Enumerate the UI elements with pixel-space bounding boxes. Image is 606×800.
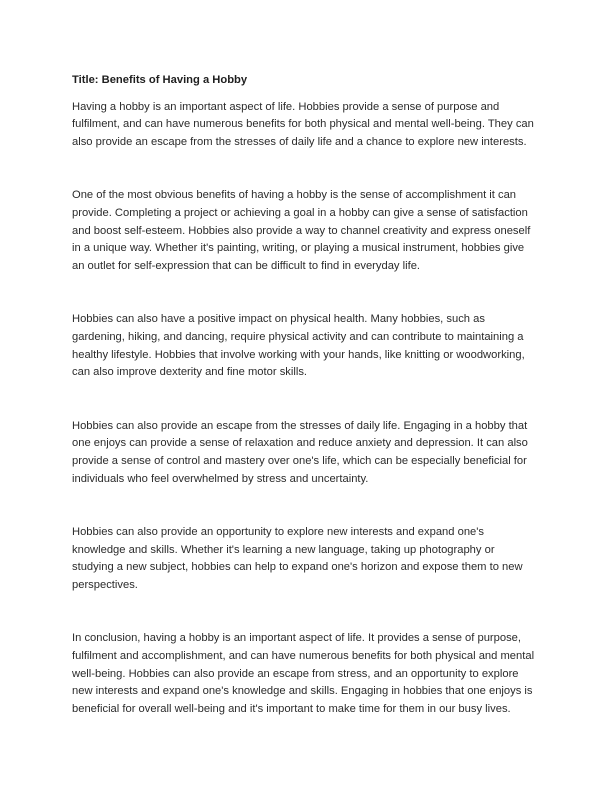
paragraph-stress-escape: Hobbies can also provide an escape from the stresses of daily life. Engaging in a hobby that one enjoys can provide a sense of relaxation and reduce anxiety and depression. It can also provide a sense of control and mastery over one's life, which can be especially beneficial for individuals who feel overwhelmed by stress and uncertainty. [72,419,528,485]
paragraph-intro: Having a hobby is an important aspect of life. Hobbies provide a sense of purpose and fulfilment, and can have numerous benefits for both physical and mental well-being. They can also provide an escape from the stresses of daily life and a chance to explore new interests. [72,100,534,148]
document-body [72,72,538,754]
paragraph-conclusion: In conclusion, having a hobby is an important aspect of life. It provides a sense of purpose, fulfilment and accomplishment, and can have numerous benefits for both physical and mental well-being. Hobbies can also provide an escape from stress, and an opportunity to explore new interests and expand one's knowledge and skills. Engaging in hobbies that one enjoys is beneficial for overall well-being and it's important to make time for them in our busy lives. [72,632,535,715]
paragraph-accomplishment: One of the most obvious benefits of having a hobby is the sense of accomplishment it can provide. Completing a project or achieving a goal in a hobby can give a sense of satisfaction and boost self-esteem. Hobbies also provide a way to channel creativity and express oneself in a unique way. Whether it's painting, writing, or playing a musical instrument, hobbies give an outlet for self-expression that can be difficult to find in everyday life. [72,189,531,272]
paragraph-physical-health: Hobbies can also have a positive impact on physical health. Many hobbies, such as gardening, hiking, and dancing, require physical activity and can contribute to maintaining a healthy lifestyle. Hobbies that involve working with your hands, like knitting or woodworking, can also improve dexterity and fine motor skills. [72,313,525,379]
document-title: Title: Benefits of Having a Hobby [72,74,248,86]
paragraph-new-interests: Hobbies can also provide an opportunity to explore new interests and expand one's knowledge and skills. Whether it's learning a new language, taking up photography or studying a new subject, hobbies can help to expand one's horizon and expose them to new perspectives. [72,526,523,591]
